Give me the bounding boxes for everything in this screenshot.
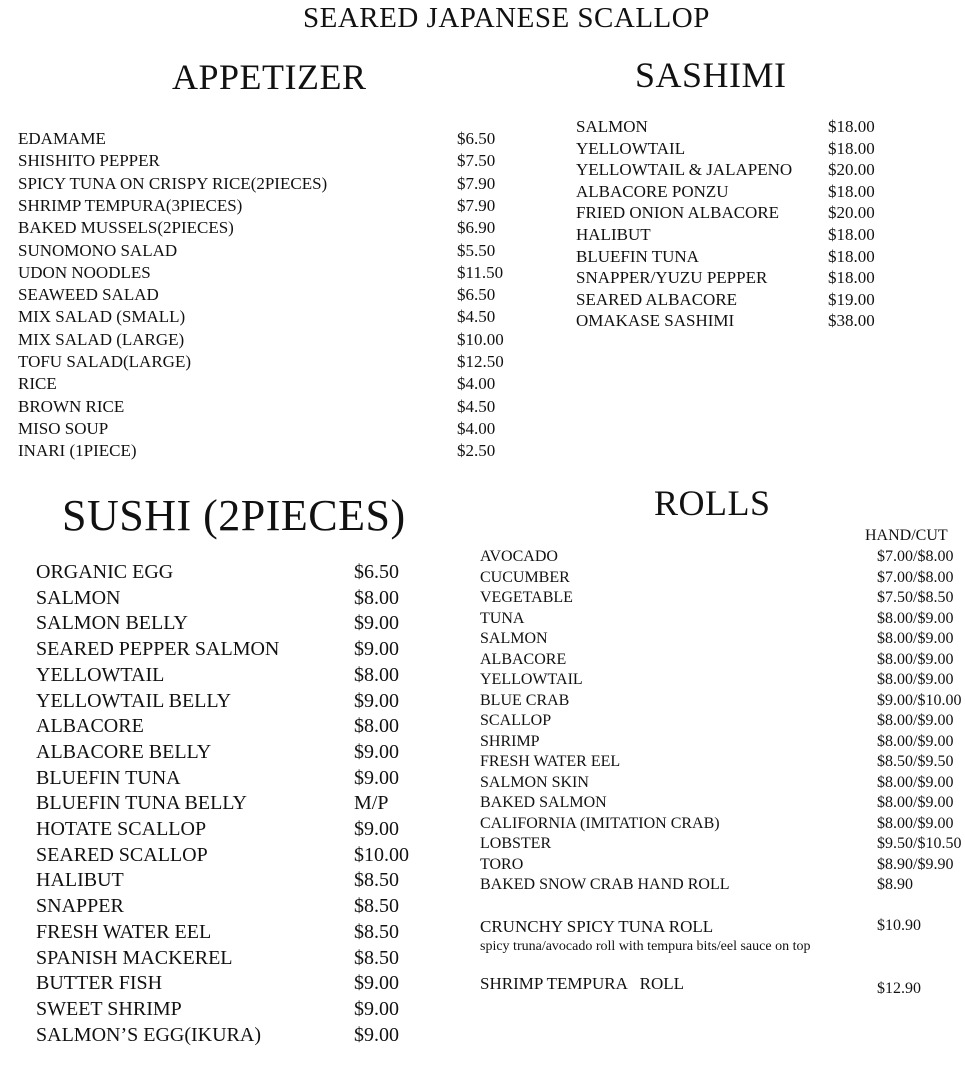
sashimi-item-price: $20.00 [828,160,875,180]
sushi-item-name: SPANISH MACKEREL [36,946,233,969]
rolls-item-price: $8.00/$9.00 [877,732,954,750]
rolls-item-price: $8.00/$9.00 [877,712,954,729]
rolls-item-name: ALBACORE [480,650,567,668]
sushi-item-name: ALBACORE BELLY [36,740,212,763]
sashimi-heading: SASHIMI [635,55,787,95]
rolls-item-name: SCALLOP [480,712,552,729]
sushi-item-price: $8.50 [354,869,399,892]
special-roll-crunchy-name: CRUNCHY SPICY TUNA ROLL [480,917,714,936]
special-roll-crunchy-price: $10.90 [877,917,921,934]
sushi-item-price: $8.50 [354,895,399,918]
appetizer-heading: APPETIZER [172,57,367,97]
rolls-item-name: SALMON [480,630,548,647]
sushi-item-price: $8.00 [354,715,399,738]
rolls-item-name: CALIFORNIA (IMITATION CRAB) [480,814,720,832]
sushi-item-name: SEARED SCALLOP [36,843,208,866]
sushi-item-name: SALMON [36,586,121,609]
rolls-item-name: FRESH WATER EEL [480,753,621,770]
sashimi-item-name: YELLOWTAIL [576,138,686,158]
appetizer-item-price: $4.50 [457,396,496,416]
appetizer-item-price: $6.50 [457,285,496,305]
appetizer-item-price: $5.50 [457,240,496,260]
sashimi-item-price: $18.00 [828,117,875,136]
sushi-item-name: FRESH WATER EEL [36,920,212,943]
sushi-item-name: SALMON BELLY [36,612,188,635]
appetizer-item-name: INARI (1PIECE) [18,441,137,461]
rolls-item-price: $8.90/$9.90 [877,855,954,873]
rolls-item-price: $8.00/$9.00 [877,630,954,647]
sashimi-item-price: $18.00 [828,225,875,244]
appetizer-item-name: SHRIMP TEMPURA(3PIECES) [18,195,243,215]
rolls-item-price: $8.00/$9.00 [877,671,954,688]
sushi-item-name: HALIBUT [36,869,124,892]
appetizer-item-price: $7.90 [457,173,496,193]
sushi-item-price: $9.00 [354,638,399,661]
sashimi-item-name: ALBACORE PONZU [576,181,729,201]
sushi-item-price: $9.00 [354,1023,399,1046]
rolls-item-name: YELLOWTAIL [480,671,583,688]
special-roll-crunchy-description: spicy truna/avocado roll with tempura bits/eel sauce on top [480,939,811,954]
sushi-item-price: $9.00 [354,818,399,840]
appetizer-item-name: BAKED MUSSELS(2PIECES) [18,218,234,238]
sashimi-item-price: $18.00 [828,246,875,266]
rolls-item-name: CUCUMBER [480,568,570,586]
sushi-item-price: $9.00 [354,972,399,995]
sashimi-item-name: OMAKASE SASHIMI [576,311,735,331]
sushi-item-name: SNAPPER [36,895,124,918]
rolls-item-price: $9.00/$10.00 [877,691,962,709]
appetizer-item-name: SEAWEED SALAD [18,285,159,305]
appetizer-item-name: SUNOMONO SALAD [18,240,178,260]
sashimi-item-name: FRIED ONION ALBACORE [576,203,780,223]
sushi-item-price: $8.50 [354,920,399,943]
appetizer-item-name: MIX SALAD (SMALL) [18,307,186,327]
rolls-item-price: $8.00/$9.00 [877,814,954,832]
appetizer-item-price: $4.00 [457,418,496,438]
sushi-item-price: $9.00 [354,997,399,1020]
appetizer-item-price: $6.90 [457,218,496,238]
appetizer-item-price: $10.00 [457,329,504,349]
rolls-item-name: SHRIMP [480,732,540,750]
rolls-item-name: BAKED SNOW CRAB HAND ROLL [480,876,730,893]
appetizer-item-price: $7.90 [457,195,496,215]
rolls-item-price: $8.00/$9.00 [877,773,954,791]
sashimi-item-name: SEARED ALBACORE [576,289,738,309]
appetizer-item-price: $12.50 [457,352,504,371]
rolls-item-name: TUNA [480,609,525,627]
sashimi-item-price: $20.00 [828,203,875,223]
rolls-item-price: $8.90 [877,876,913,893]
appetizer-item-name: RICE [18,374,57,394]
rolls-item-price: $7.00/$8.00 [877,548,954,565]
special-roll-shrimp-tempura-name: SHRIMP TEMPURA ROLL [480,974,685,993]
sushi-item-price: $9.00 [354,689,399,712]
sushi-item-name: SWEET SHRIMP [36,997,182,1020]
appetizer-item-price: $11.50 [457,262,504,282]
sushi-item-name: SEARED PEPPER SALMON [36,638,280,661]
rolls-item-price: $8.00/$9.00 [877,794,954,811]
sushi-item-name: SALMON’S EGG(IKURA) [36,1023,261,1046]
appetizer-item-price: $2.50 [457,441,496,461]
page-title: SEARED JAPANESE SCALLOP [303,2,710,34]
sashimi-item-price: $18.00 [828,268,875,288]
sashimi-item-name: YELLOWTAIL & JALAPENO [576,160,793,180]
sushi-item-name: BLUEFIN TUNA [36,766,181,789]
sushi-item-name: HOTATE SCALLOP [36,818,207,840]
rolls-column-header: HAND/CUT [865,527,948,544]
sushi-item-price: $8.00 [354,586,399,609]
sushi-item-name: ORGANIC EGG [36,561,174,583]
appetizer-item-name: SHISHITO PEPPER [18,151,160,171]
rolls-item-price: $8.00/$9.00 [877,650,954,668]
rolls-item-name: LOBSTER [480,835,552,852]
rolls-item-price: $7.50/$8.50 [877,589,954,606]
sashimi-item-name: SNAPPER/YUZU PEPPER [576,268,768,288]
sushi-item-name: YELLOWTAIL BELLY [36,689,232,712]
appetizer-item-name: SPICY TUNA ON CRISPY RICE(2PIECES) [18,173,328,193]
sashimi-item-price: $18.00 [828,138,875,158]
rolls-item-name: VEGETABLE [480,589,573,606]
sushi-item-price: $9.00 [354,766,399,789]
sushi-item-price: $10.00 [354,843,409,866]
sushi-item-price: $6.50 [354,561,399,583]
rolls-item-name: TORO [480,855,524,873]
sushi-item-name: BLUEFIN TUNA BELLY [36,792,247,815]
appetizer-item-name: MISO SOUP [18,418,109,438]
appetizer-item-price: $6.50 [457,129,496,148]
sushi-item-price: $9.00 [354,612,399,635]
sashimi-item-name: SALMON [576,117,648,136]
rolls-item-name: SALMON SKIN [480,773,589,791]
special-roll-shrimp-tempura-price: $12.90 [877,980,921,997]
sushi-item-name: ALBACORE [36,715,144,738]
appetizer-item-name: MIX SALAD (LARGE) [18,329,185,349]
appetizer-item-name: EDAMAME [18,129,106,148]
sushi-item-price: $9.00 [354,740,399,763]
appetizer-item-name: TOFU SALAD(LARGE) [18,352,191,371]
sushi-item-price: $8.00 [354,663,399,686]
rolls-item-price: $8.50/$9.50 [877,753,954,770]
sushi-item-price: M/P [354,792,389,815]
sushi-item-name: BUTTER FISH [36,972,163,995]
sashimi-item-price: $19.00 [828,289,875,309]
appetizer-item-price: $4.50 [457,307,496,327]
sushi-item-name: YELLOWTAIL [36,663,165,686]
sushi-item-price: $8.50 [354,946,399,969]
rolls-heading: ROLLS [654,483,771,523]
appetizer-item-name: BROWN RICE [18,396,125,416]
rolls-item-price: $9.50/$10.50 [877,835,962,852]
rolls-item-name: BAKED SALMON [480,794,607,811]
appetizer-item-name: UDON NOODLES [18,262,151,282]
sashimi-item-name: BLUEFIN TUNA [576,246,699,266]
appetizer-item-price: $4.00 [457,374,496,394]
sushi-heading: SUSHI (2PIECES) [62,491,406,540]
sashimi-item-price: $38.00 [828,311,875,331]
rolls-item-price: $8.00/$9.00 [877,609,954,627]
rolls-item-name: BLUE CRAB [480,691,570,709]
sashimi-item-price: $18.00 [828,181,875,201]
sashimi-item-name: HALIBUT [576,225,651,244]
rolls-item-price: $7.00/$8.00 [877,568,954,586]
appetizer-item-price: $7.50 [457,151,496,171]
rolls-item-name: AVOCADO [480,548,558,565]
